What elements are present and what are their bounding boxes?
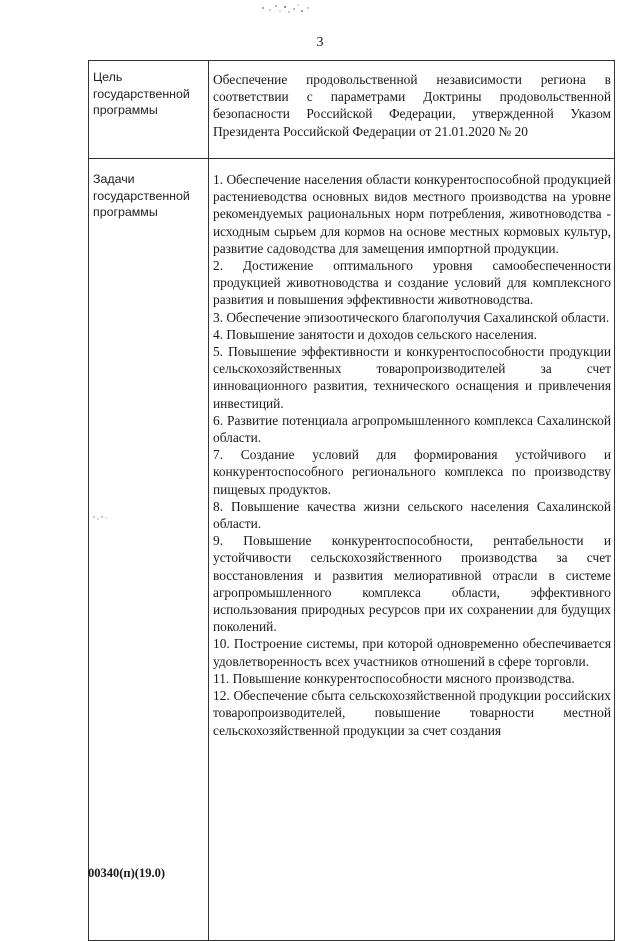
scan-specks: [258, 0, 318, 20]
task-item-6: 6. Развитие потенциала агропромышленного комплекса Сахалинской области.: [213, 412, 611, 446]
goal-content: Обеспечение продовольственной независимости региона в соответствии с параметрами Доктрины продовольственной безопасности Российской Федерации, утвержденной Указом Президента Российской Федерации от 21.01.2020 № 20: [209, 61, 615, 159]
task-item-4: 4. Повышение занятости и доходов сельского населения.: [213, 326, 538, 342]
task-item-8: 8. Повышение качества жизни сельского населения Сахалинской области.: [213, 498, 611, 532]
task-item-3: 3. Обеспечение эпизоотического благополучия Сахалинской области.: [213, 309, 610, 325]
tasks-label: Задачи государственной программы: [89, 159, 209, 941]
task-item-7: 7. Создание условий для формирования устойчивого и конкурентоспособного регионального комплекса по производству пищевых продуктов.: [213, 447, 611, 497]
goal-label: Цель государственной программы: [89, 61, 209, 159]
task-item-1: 1. Обеспечение населения области конкурентоспособной продукцией растениеводства основных видов местного производства на уровне рекомендуемых рациональных норм потребления, животноводства - исходным сырьем для кормов на основе местных кормовых культур, развитие садоводства для замещения импортной продукции.: [213, 172, 611, 256]
program-passport-table: [88, 60, 615, 941]
task-item-12: 12. Обеспечение сбыта сельскохозяйственной продукции российских товаропроизводителей, повышение товарности местной сельскохозяйственной продукции за счет создания: [213, 688, 611, 738]
tasks-content: [209, 159, 615, 941]
task-item-11: 11. Повышение конкурентоспособности мясного производства.: [213, 670, 575, 686]
task-item-5: 5. Повышение эффективности и конкурентоспособности продукции сельскохозяйственных товаропроизводителей за счет инновационного развития, технического оснащения и привлечения инвестиций.: [213, 344, 611, 411]
form-code: 00340(п)(19.0): [88, 866, 165, 880]
table-row-goal: [89, 61, 615, 159]
task-item-9: 9. Повышение конкурентоспособности, рентабельности и устойчивости сельскохозяйственного производства за счет восстановления и развития мелиоративной отрасли в системе агропромышленного комплекса области, эффективного использования природных ресурсов при их сохранении для будущих поколений.: [213, 533, 611, 635]
task-item-10: 10. Построение системы, при которой одновременно обеспечивается удовлетворенность всех участников отношений в сфере торговли.: [213, 636, 611, 669]
task-item-2: 2. Достижение оптимального уровня самообеспеченности продукцией животноводства и создание условий для комплексного развития и повышения эффективности животноводства.: [213, 258, 611, 308]
table-row-tasks: [89, 159, 615, 941]
page-number: 3: [316, 35, 324, 50]
